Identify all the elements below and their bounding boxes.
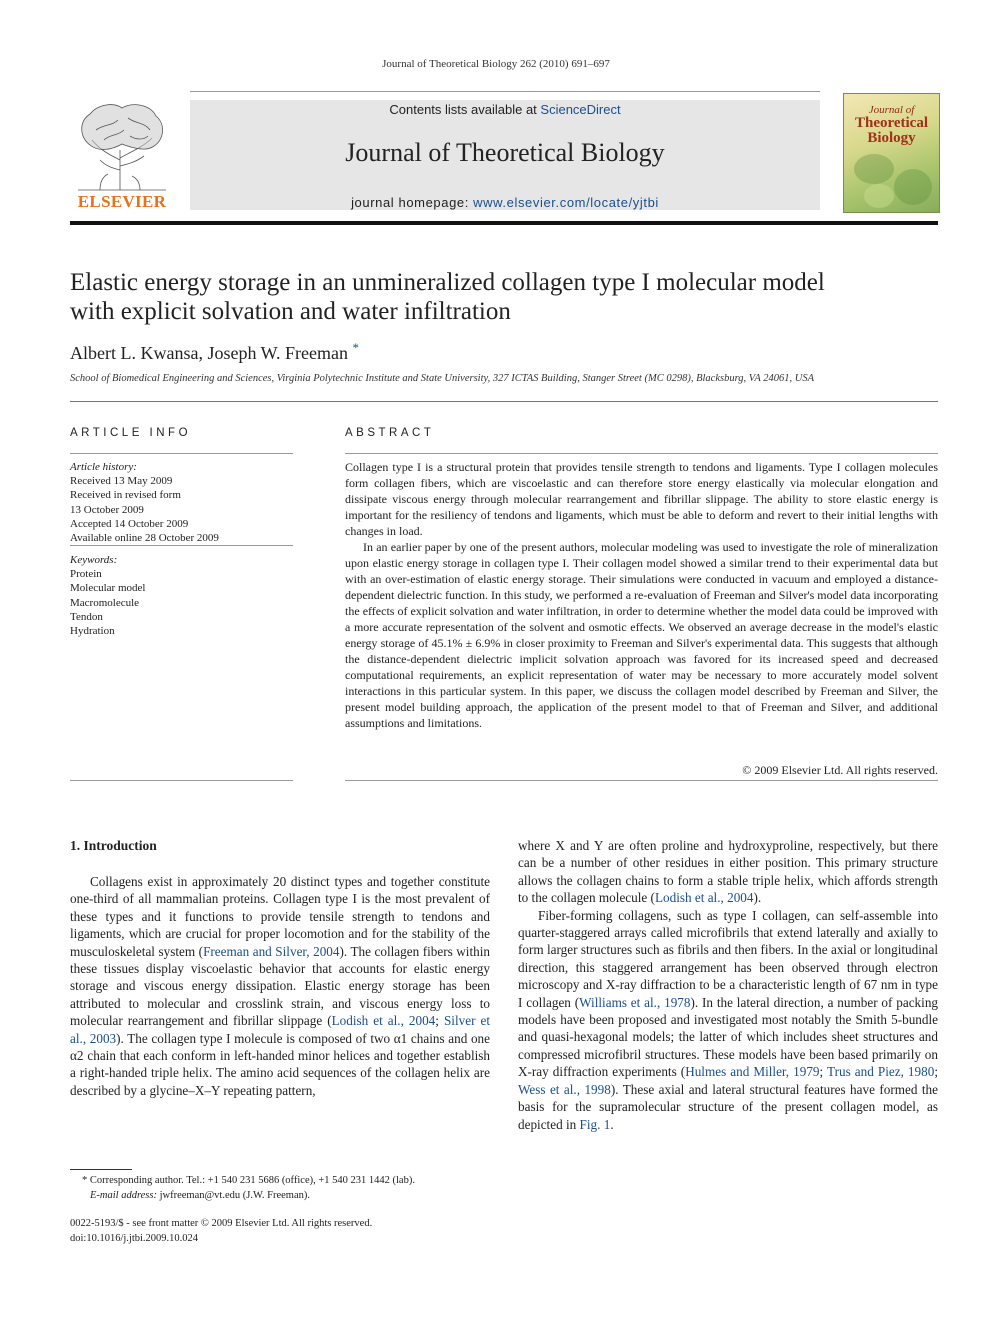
abstract-paragraph: In an earlier paper by one of the present authors, molecular modeling was used to investigate the role of mineralization upon elastic energy storage in collagen type I. Their collagen model showed a similar trend to their experimental data but with an over-estimation of elastic energy storage. Their simulations were conducted in vacuum and employed a distance-dependent dielectric function. In this study, we performed a re-evaluation of Freeman and Silver's model data incorporating the effects of explicit solvation and water infiltration, in order to determine whether the model data could be improved with a more accurate representation of the solvent and osmotic effects. We observed an average decrease in the model's elastic energy storage of 45.1% ± 6.9% in closer proximity to Freeman and Silver's experimental data. This suggests that although the distance-dependent dielectric implicit solvation approach was favored for its increased speed and decreased computational requirements, an explicit representation of water may be necessary to more accurately model solvent interactions in this particular system. In this paper, we discuss the collagen model described by Freeman and Silver, the present model building approach, the application of the present model to that of Freeman and Silver, and additional assumptions and limitations. bbox=[345, 540, 938, 730]
text-run: where X and Y are often proline and hydroxyproline, respectively, but there can be a number of other residues in either position. This primary structure allows the collagen chains to form a stable triple helix, which affords strength to the collagen molecule ( bbox=[518, 838, 938, 906]
article-history bbox=[70, 460, 293, 545]
article-title-line2: with explicit solvation and water infiltration bbox=[70, 298, 511, 325]
elsevier-wordmark: ELSEVIER bbox=[77, 192, 167, 211]
corresponding-footnote bbox=[70, 1174, 490, 1203]
affiliation: School of Biomedical Engineering and Sciences, Virginia Polytechnic Institute and State University, 327 ICTAS Building, Stanger Street (MC 0298), Blacksburg, VA 24061, USA bbox=[70, 373, 815, 384]
citation-link[interactable]: Hulmes and Miller, 1979 bbox=[685, 1064, 820, 1080]
article-info-bottom-rule bbox=[70, 780, 293, 781]
abstract-body bbox=[345, 459, 938, 731]
intro-paragraph-continued bbox=[518, 837, 938, 907]
cover-title-line2 bbox=[846, 116, 937, 146]
history-item: Received in revised form bbox=[70, 489, 181, 502]
running-head: Journal of Theoretical Biology 262 (2010) 691–697 bbox=[382, 58, 610, 70]
abstract-copyright: © 2009 Elsevier Ltd. All rights reserved. bbox=[742, 763, 938, 777]
history-item: 13 October 2009 bbox=[70, 503, 144, 516]
homepage-line bbox=[190, 195, 820, 210]
keywords bbox=[70, 553, 293, 638]
citation-link[interactable]: Wess et al., 1998 bbox=[518, 1081, 611, 1097]
cover-art-blob bbox=[854, 154, 894, 184]
text-run: ). The collagen type I molecule is composed of two α1 chains and one α2 chain that each conform in left-handed minor helices and together establish a right-handed triple helix. The amino acid sequences of the collagen helix are described by a glycine–X–Y repeating pattern, bbox=[70, 1030, 490, 1098]
keywords-label: Keywords: bbox=[70, 554, 118, 566]
history-item: Available online 28 October 2009 bbox=[70, 532, 219, 545]
text-run: ; bbox=[435, 1013, 444, 1029]
cover-art-blob bbox=[864, 184, 894, 208]
keyword-item: Macromolecule bbox=[70, 596, 140, 609]
footnote-mark: * bbox=[82, 1175, 88, 1186]
citation-link[interactable]: Trus and Piez, 1980 bbox=[827, 1064, 935, 1080]
intro-paragraph bbox=[518, 907, 938, 1133]
cover-title-line1: Journal of bbox=[868, 104, 915, 116]
abstract-paragraph: Collagen type I is a structural protein that provides tensile strength to tendons and ligaments. Type I collagen molecules form collagen fibers, which are viscoelastic and can therefore store energy elastically via molecular elongation and dissipate viscous energy through molecular rearrangement and fibrillar slippage. The ability to store elastic energy is important for the resiliency of tendons and ligaments, which must be able to deform and revert to their initial lengths with changes in load. bbox=[345, 460, 938, 538]
text-run: . bbox=[610, 1116, 614, 1132]
keyword-item: Molecular model bbox=[70, 582, 146, 595]
abstract-heading: ABSTRACT bbox=[345, 427, 435, 439]
footnote-email bbox=[70, 1189, 490, 1204]
body-column-left bbox=[70, 873, 490, 1099]
author-list bbox=[70, 340, 938, 364]
article-info-rule bbox=[70, 453, 293, 454]
citation-link[interactable]: Lodish et al., 2004 bbox=[654, 890, 754, 906]
citation-link[interactable]: Lodish et al., 2004 bbox=[331, 1013, 436, 1029]
text-run: ). These axial and lateral structural features have formed the basis for the supramolecular structure of the present collagen model, as depicted in bbox=[518, 1081, 938, 1132]
homepage-prefix: journal homepage: bbox=[351, 195, 474, 210]
bottom-identifiers bbox=[70, 1217, 490, 1246]
masthead-top-rule bbox=[190, 91, 820, 92]
homepage-link[interactable]: www.elsevier.com/locate/yjtbi bbox=[473, 195, 659, 210]
abstract-bottom-rule bbox=[345, 780, 938, 781]
authors-names: Albert L. Kwansa, Joseph W. Freeman bbox=[70, 343, 348, 363]
affiliation-divider bbox=[70, 401, 938, 402]
text-run: Collagens exist in approximately 20 distinct types and together constitute one-third of all mammalian proteins. Collagen type I is the most prevalent of these types and it functions to provide tensile strength to tendons and ligaments, which are crucial for proper locomotion and for the stability of the musculoskeletal system ( bbox=[70, 874, 490, 959]
cover-title-biology: Biology bbox=[867, 130, 916, 146]
text-run: Fiber-forming collagens, such as type I collagen, can self-assemble into quarter-staggered arrays called microfibrils that extend laterally and axially to form larger structures such as fibrils and then fibers. In the axial or longitudinal direction, this staggered arrangement has been observed through electron microscopy and X-ray diffraction to be a characteristic length of 67 nm in type I collagen ( bbox=[518, 907, 938, 1010]
email-address[interactable]: jwfreeman@vt.edu (J.W. Freeman). bbox=[156, 1189, 311, 1201]
article-title bbox=[70, 268, 938, 326]
sciencedirect-link[interactable]: ScienceDirect bbox=[540, 102, 621, 117]
keywords-rule bbox=[70, 545, 293, 546]
header-divider bbox=[70, 221, 938, 225]
journal-cover-thumbnail[interactable] bbox=[843, 93, 940, 213]
keyword-item: Protein bbox=[70, 568, 102, 581]
text-run: ; bbox=[934, 1064, 938, 1080]
figure-link[interactable]: Fig. 1 bbox=[579, 1116, 611, 1132]
journal-name: Journal of Theoretical Biology bbox=[345, 138, 665, 167]
abstract-rule bbox=[345, 453, 938, 454]
corresponding-author-mark[interactable]: * bbox=[352, 340, 359, 355]
contents-prefix: Contents lists available at bbox=[389, 102, 541, 117]
contents-line bbox=[190, 102, 820, 117]
keyword-item: Tendon bbox=[70, 610, 103, 623]
cover-art-blob bbox=[894, 169, 932, 205]
citation-link[interactable]: Williams et al., 1978 bbox=[579, 994, 691, 1010]
footnote-rule bbox=[70, 1169, 132, 1170]
text-run: ). bbox=[753, 890, 762, 906]
history-item: Received 13 May 2009 bbox=[70, 475, 173, 488]
article-title-line1: Elastic energy storage in an unmineralized collagen type I molecular model bbox=[70, 269, 825, 296]
email-label: E-mail address: bbox=[90, 1189, 157, 1201]
doi-line[interactable]: doi:10.1016/j.jtbi.2009.10.024 bbox=[70, 1232, 199, 1244]
issn-line: 0022-5193/$ - see front matter © 2009 Elsevier Ltd. All rights reserved. bbox=[70, 1218, 373, 1229]
footnote-contact: Corresponding author. Tel.: +1 540 231 5686 (office), +1 540 231 1442 (lab). bbox=[87, 1175, 415, 1186]
body-column-right bbox=[518, 837, 938, 1133]
keyword-item: Hydration bbox=[70, 625, 115, 638]
citation-link[interactable]: Silver et al., 2003 bbox=[70, 1013, 490, 1046]
footnote-corresponding bbox=[70, 1174, 490, 1189]
text-run: ; bbox=[819, 1064, 828, 1080]
intro-paragraph bbox=[70, 873, 490, 1099]
history-item: Accepted 14 October 2009 bbox=[70, 517, 189, 530]
text-run: ). The collagen fibers within these tissues display viscoelastic behavior that accounts for elastic energy storage and viscous energy dissipation. Elastic energy storage has been attributed to molecular and crosslink strain, and viscous energy loss to molecular rearrangement and fibrillar slippage ( bbox=[70, 943, 490, 1029]
cover-title-theoretical: Theoretical bbox=[854, 115, 929, 131]
introduction-heading: 1. Introduction bbox=[70, 838, 157, 853]
article-info-heading: ARTICLE INFO bbox=[70, 427, 192, 439]
article-history-label: Article history: bbox=[70, 461, 137, 473]
text-run: ). In the lateral direction, a number of packing models have been proposed and investigated most notably the Smith 5-bundle and quasi-hexagonal models; the latter of which includes sheet structures and compressed microfibril structures. These models have been based primarily on X-ray diffraction experiments ( bbox=[518, 994, 939, 1080]
citation-link[interactable]: Freeman and Silver, 2004 bbox=[203, 943, 340, 959]
